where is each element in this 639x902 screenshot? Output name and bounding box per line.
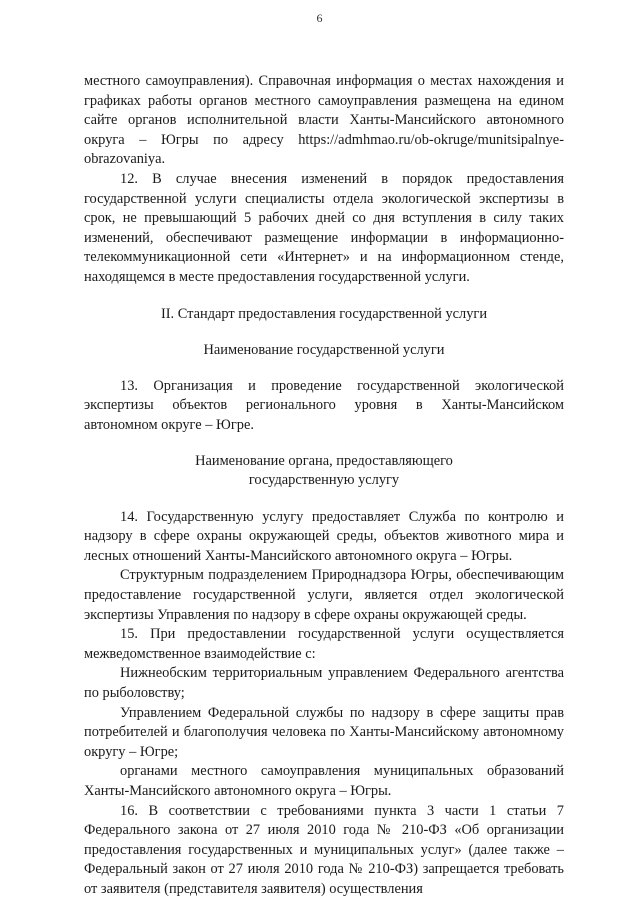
paragraph-15: 15. При предоставлении государственной услуги осуществляется межведомственное взаимодействие с: (84, 626, 564, 662)
document-body (84, 72, 564, 900)
paragraph-13: 13. Организация и проведение государственной экологической экспертизы объектов регионального уровня в Ханты-Мансийском автономном округе – Югре. (84, 377, 564, 433)
paragraph-continuation: местного самоуправления). Справочная информация о местах нахождения и графиках работы органов местного самоуправления размещена на едином сайте органов исполнительной власти Ханты-Мансийского автономного округа – Югры по адресу https://admhmao.ru/ob-okruge/munitsipalnye-obrazovaniya. (84, 73, 564, 168)
subheading-providing-body-line-1: Наименование органа, предоставляющего (195, 452, 453, 469)
page-number: 6 (316, 11, 323, 25)
paragraph-14-structural-unit: Структурным подразделением Природнадзора Югры, обеспечивающим предоставление государственной услуги, является отдел экологической экспертизы Управления по надзору в сфере охраны окружающей среды. (84, 567, 564, 623)
paragraph-15-item-local-government: органами местного самоуправления муниципальных образований Ханты-Мансийского автономного округа – Югры. (84, 763, 564, 799)
section-heading: II. Стандарт предоставления государственной услуги (160, 305, 488, 322)
paragraph-15-item-rospotrebnadzor: Управлением Федеральной службы по надзору в сфере защиты прав потребителей и благополучия человека по Ханты-Мансийскому автономному округу – Югре; (84, 704, 564, 760)
paragraph-16: 16. В соответствии с требованиями пункта 3 части 1 статьи 7 Федерального закона от 27 июля 2010 года № 210-ФЗ «Об организации предоставления государственных и муниципальных услуг» (далее также – Федеральный закон от 27 июля 2010 года № 210-ФЗ) запрещается требовать от заявителя (представителя заявителя) осуществления (84, 802, 564, 897)
subheading-service-name: Наименование государственной услуги (203, 342, 445, 359)
subheading-providing-body-line-2: государственную услугу (248, 472, 400, 489)
paragraph-15-item-fisheries: Нижнеобским территориальным управлением Федерального агентства по рыболовству; (84, 665, 564, 702)
paragraph-12: 12. В случае внесения изменений в порядок предоставления государственной услуги специалисты отдела экологической экспертизы в срок, не превышающий 5 рабочих дней со дня вступления в силу таких изменений, обеспечивают размещение информации в информационно-телекоммуникационной сети «Интернет» и на информационном стенде, находящемся в месте предоставления государственной услуги. (84, 170, 564, 285)
paragraph-14: 14. Государственную услугу предоставляет Служба по контролю и надзору в сфере охраны окружающей среды, объектов животного мира и лесных отношений Ханты-Мансийского автономного округа – Югры. (84, 508, 564, 564)
